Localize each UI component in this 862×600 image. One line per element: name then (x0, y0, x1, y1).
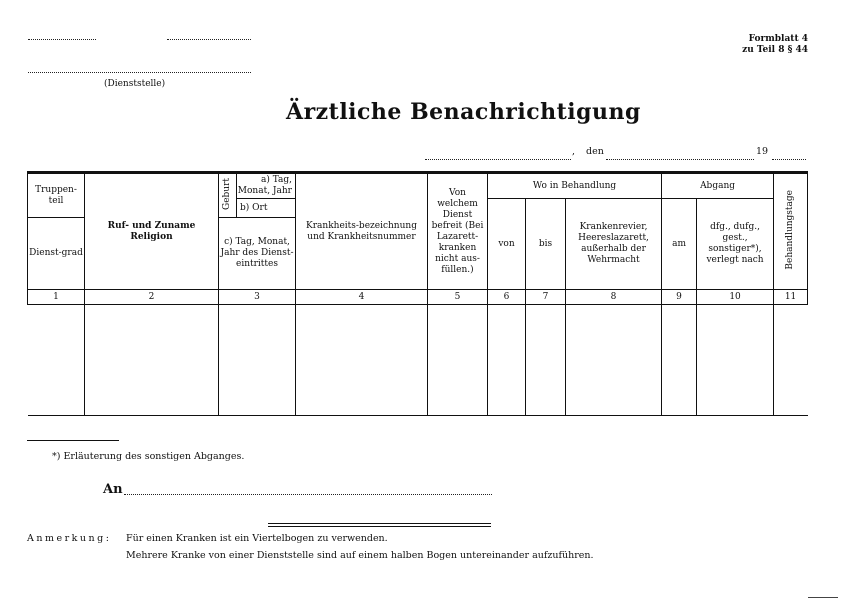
entry-cell-2[interactable] (85, 305, 219, 416)
corner-mark (808, 597, 838, 598)
header-geburt-ort: b) Ort (237, 199, 296, 218)
entry-cell-1[interactable] (28, 305, 85, 416)
header-wo-in-behandlung: Wo in Behandlung (488, 173, 662, 199)
anmerkung-line-1: Für einen Kranken ist ein Viertelbogen zu verwenden. (126, 533, 388, 544)
date-line (606, 159, 754, 160)
header-geburt (219, 173, 237, 218)
header-dienstgrad: Dienst-grad (28, 218, 85, 290)
header-behandlungstage (774, 173, 808, 290)
anmerkung-line-2: Mehrere Kranke von einer Dienststelle sind auf einem halben Bogen untereinander aufzuführen. (126, 550, 594, 561)
col-number: 5 (428, 290, 488, 305)
dienststelle-line-2 (28, 72, 251, 73)
header-diensteintritt: c) Tag, Monat, Jahr des Dienst-eintrittes (219, 218, 296, 290)
date-den-label: den (586, 146, 604, 157)
col-number: 4 (296, 290, 428, 305)
footnote-rule (27, 440, 119, 441)
header-bis: bis (526, 199, 566, 290)
dienststelle-line-1a (28, 39, 96, 40)
behandlungstage-label: Behandlungstage (785, 189, 796, 270)
col-number: 2 (85, 290, 219, 305)
place-line (425, 159, 571, 160)
year-line (772, 159, 806, 160)
header-abgang: Abgang (662, 173, 774, 199)
entry-cell-9[interactable] (662, 305, 697, 416)
dienststelle-line-1b (167, 39, 251, 40)
form-reference (742, 34, 808, 56)
form-number: Formblatt 4 (748, 34, 808, 44)
col-number: 7 (526, 290, 566, 305)
form-paragraph: zu Teil 8 § 44 (742, 45, 808, 55)
entry-cell-4[interactable] (296, 305, 428, 416)
entry-cell-8[interactable] (566, 305, 662, 416)
col-number: 10 (697, 290, 774, 305)
header-name-religion: Ruf- und Zuname Religion (85, 173, 219, 290)
col-number: 3 (219, 290, 296, 305)
col-number: 9 (662, 290, 697, 305)
anmerkung-label: Anmerkung: (27, 533, 112, 544)
col-number: 11 (774, 290, 808, 305)
an-line[interactable] (124, 494, 492, 495)
header-geburt-date: a) Tag, Monat, Jahr (237, 173, 296, 199)
header-truppenteil: Truppen-teil (28, 173, 85, 218)
notification-table (27, 171, 808, 416)
an-label: An (103, 482, 123, 497)
entry-cell-5[interactable] (428, 305, 488, 416)
footnote-text: *) Erläuterung des sonstigen Abganges. (52, 451, 245, 462)
page-title: Ärztliche Benachrichtigung (286, 99, 641, 125)
header-von: von (488, 199, 526, 290)
col-number: 6 (488, 290, 526, 305)
col-number: 1 (28, 290, 85, 305)
col-number: 8 (566, 290, 662, 305)
separator-double-rule (268, 523, 491, 527)
entry-cell-11[interactable] (774, 305, 808, 416)
entry-cell-7[interactable] (526, 305, 566, 416)
header-behandlungsort: Krankenrevier, Heereslazarett, außerhalb der Wehrmacht (566, 199, 662, 290)
date-comma: , (572, 146, 576, 157)
header-abgangsart: dfg., dufg., gest., sonstiger*), verlegt nach (697, 199, 774, 290)
header-krankheit: Krankheits-bezeichnung und Krankheitsnummer (296, 173, 428, 290)
date-year-label: 19 (756, 146, 769, 157)
entry-cell-10[interactable] (697, 305, 774, 416)
entry-cell-6[interactable] (488, 305, 526, 416)
geburt-label: Geburt (222, 177, 232, 210)
header-am: am (662, 199, 697, 290)
entry-cell-3[interactable] (219, 305, 296, 416)
header-dienst-befreit: Von welchem Dienst befreit (Bei Lazarett-kranken nicht aus-füllen.) (428, 173, 488, 290)
dienststelle-label: (Dienststelle) (104, 79, 166, 89)
